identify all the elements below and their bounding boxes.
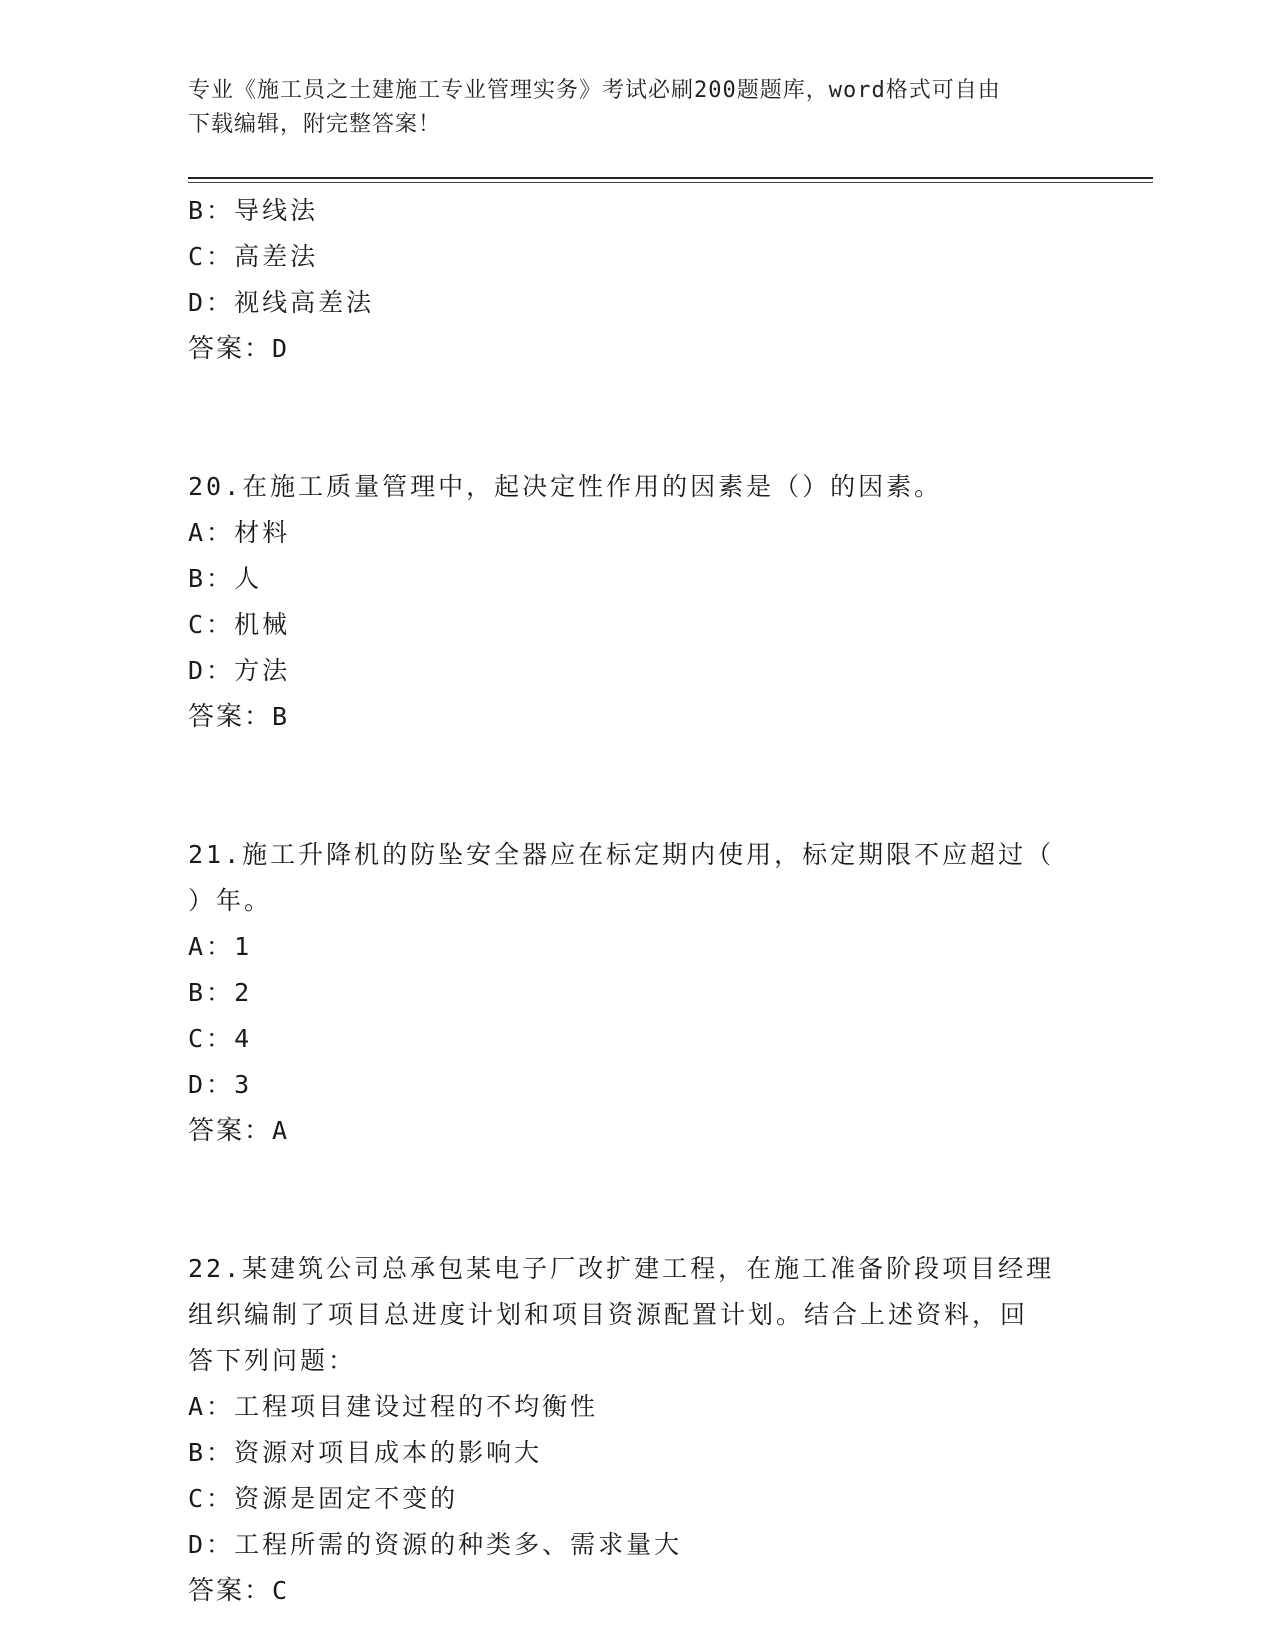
- header-line-1: 专业《施工员之土建施工专业管理实务》考试必刷200题题库，word格式可自由: [188, 78, 1001, 103]
- document-header: [188, 74, 1068, 142]
- option-text: 4: [234, 1024, 253, 1053]
- question-list: [188, 188, 1088, 1614]
- answer-value: D: [272, 334, 290, 363]
- option-text: 机械: [234, 610, 291, 639]
- option-text: 资源对项目成本的影响大: [234, 1438, 543, 1467]
- option-text: 资源是固定不变的: [234, 1484, 459, 1513]
- question-stem: 20.在施工质量管理中，起决定性作用的因素是（）的因素。: [188, 472, 943, 501]
- option-c: [188, 1016, 1088, 1062]
- option-a: [188, 510, 1088, 556]
- option-c: [188, 602, 1088, 648]
- question-20: [188, 464, 1088, 740]
- option-key: A：: [188, 932, 235, 961]
- option-key: B：: [188, 978, 235, 1007]
- question-19-partial: [188, 188, 1088, 372]
- option-d: [188, 648, 1088, 694]
- option-key: D：: [188, 656, 235, 685]
- spacer: [188, 372, 1088, 464]
- option-c: [188, 234, 1088, 280]
- option-c: [188, 1476, 1088, 1522]
- option-text: 工程项目建设过程的不均衡性: [234, 1392, 599, 1421]
- answer-line: [188, 1108, 1088, 1154]
- option-b: [188, 1430, 1088, 1476]
- option-text: 高差法: [234, 242, 319, 271]
- option-text: 视线高差法: [234, 288, 375, 317]
- answer-value: C: [272, 1576, 290, 1605]
- option-text: 3: [234, 1070, 253, 1099]
- spacer: [188, 740, 1088, 832]
- answer-label: 答案：: [188, 1576, 273, 1606]
- option-b: [188, 556, 1088, 602]
- option-d: [188, 1522, 1088, 1568]
- answer-line: [188, 326, 1088, 372]
- question-21: [188, 832, 1088, 1154]
- option-text: 人: [234, 564, 263, 593]
- header-divider-thick: [188, 177, 1153, 179]
- answer-label: 答案：: [188, 334, 273, 364]
- question-stem: 22.某建筑公司总承包某电子厂改扩建工程，在施工准备阶段项目经理: [188, 1254, 1055, 1283]
- question-stem-continued: 答下列问题：: [188, 1346, 357, 1375]
- header-line-2: 下载编辑，附完整答案！: [188, 112, 442, 137]
- option-d: [188, 1062, 1088, 1108]
- answer-value: A: [272, 1116, 290, 1145]
- option-key: B：: [188, 564, 235, 593]
- option-key: C：: [188, 1484, 235, 1513]
- option-b: [188, 970, 1088, 1016]
- option-d: [188, 280, 1088, 326]
- option-key: C：: [188, 1024, 235, 1053]
- option-key: B：: [188, 1438, 235, 1467]
- answer-value: B: [272, 702, 290, 731]
- option-b: [188, 188, 1088, 234]
- option-text: 2: [234, 978, 253, 1007]
- answer-line: [188, 1568, 1088, 1614]
- option-key: A：: [188, 1392, 235, 1421]
- option-key: D：: [188, 1070, 235, 1099]
- option-key: C：: [188, 242, 235, 271]
- header-divider-thin: [188, 182, 1153, 183]
- answer-label: 答案：: [188, 702, 273, 732]
- option-key: C：: [188, 610, 235, 639]
- option-key: D：: [188, 1530, 235, 1559]
- question-stem-continued: ）年。: [188, 886, 273, 915]
- answer-line: [188, 694, 1088, 740]
- option-key: A：: [188, 518, 235, 547]
- option-text: 工程所需的资源的种类多、需求量大: [234, 1530, 683, 1559]
- option-key: D：: [188, 288, 235, 317]
- option-text: 方法: [234, 656, 291, 685]
- question-stem: 21.施工升降机的防坠安全器应在标定期内使用，标定期限不应超过（: [188, 840, 1055, 869]
- option-text: 材料: [234, 518, 291, 547]
- option-text: 1: [234, 932, 253, 961]
- answer-label: 答案：: [188, 1116, 273, 1146]
- option-text: 导线法: [234, 196, 319, 225]
- option-a: [188, 1384, 1088, 1430]
- spacer: [188, 1154, 1088, 1246]
- option-key: B：: [188, 196, 235, 225]
- option-a: [188, 924, 1088, 970]
- question-stem-continued: 组织编制了项目总进度计划和项目资源配置计划。结合上述资料，回: [188, 1300, 1029, 1329]
- question-22: [188, 1246, 1088, 1614]
